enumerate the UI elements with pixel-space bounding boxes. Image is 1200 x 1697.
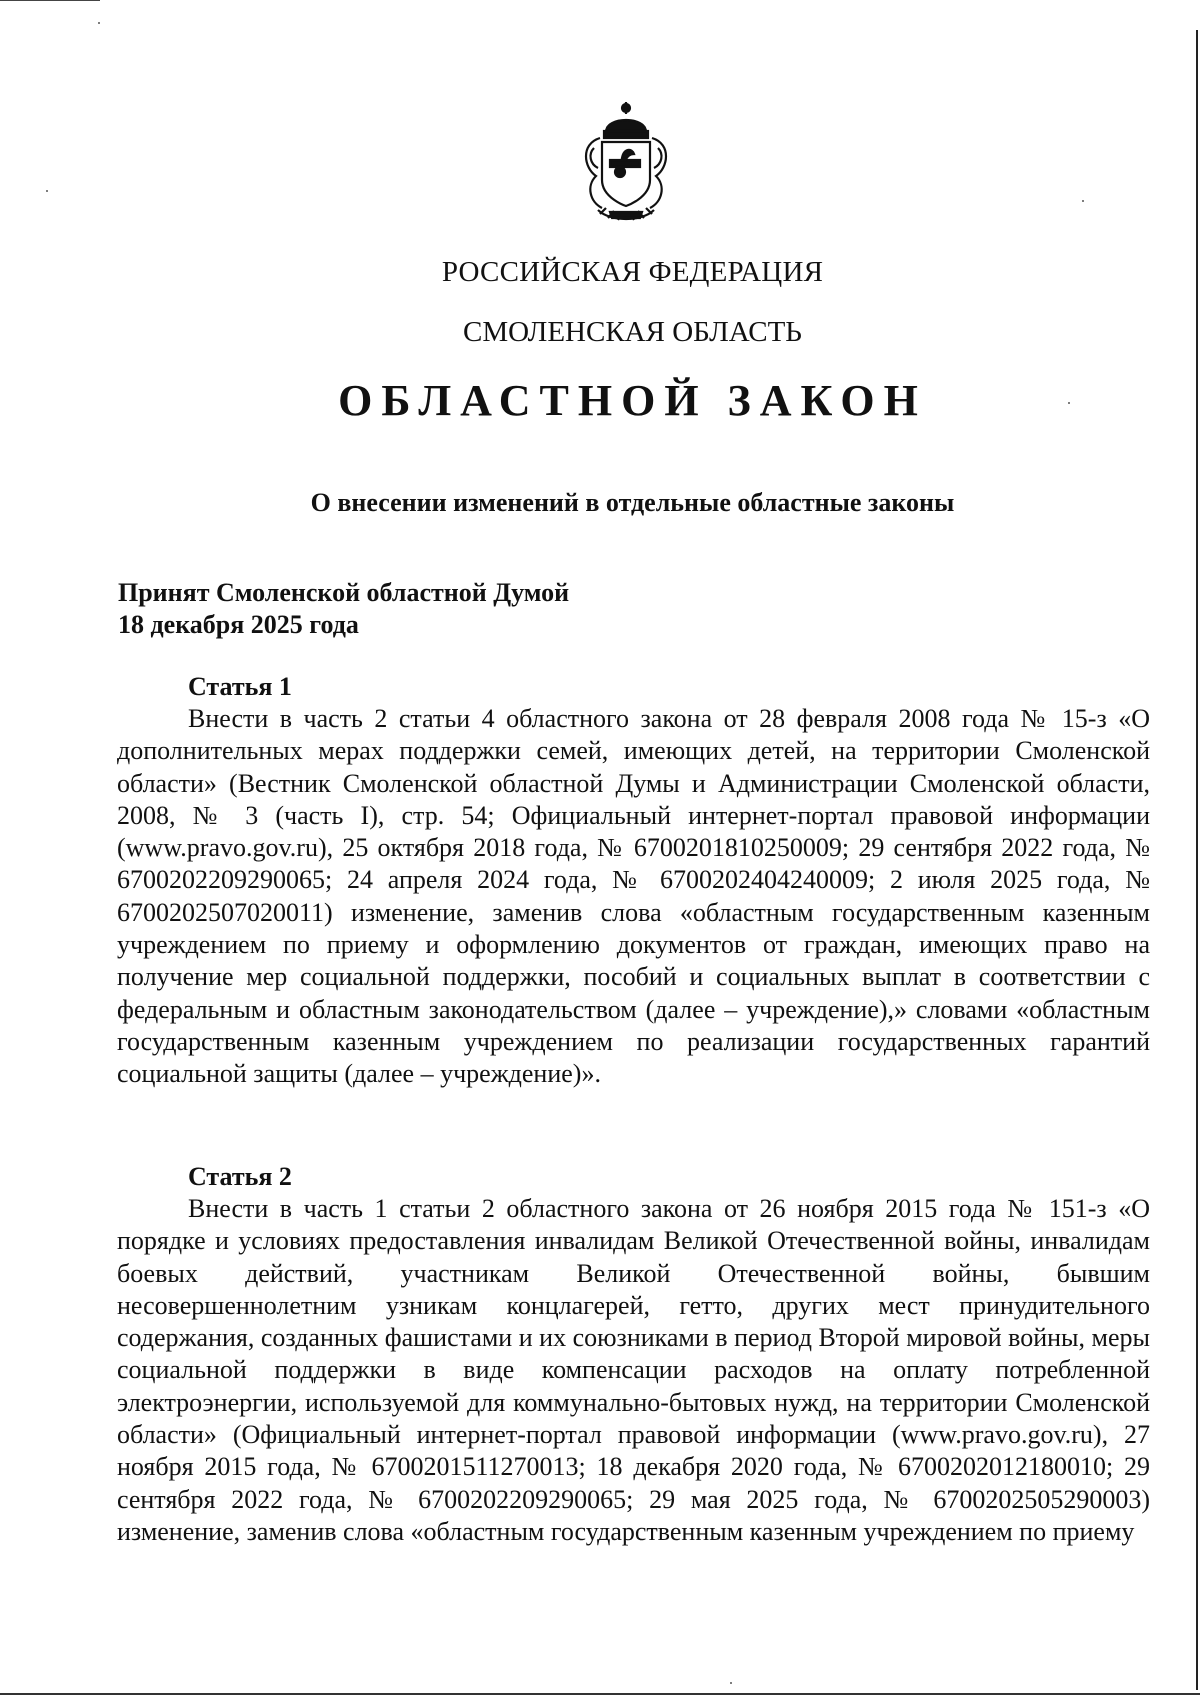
scan-speck bbox=[46, 190, 48, 192]
scan-speck bbox=[1082, 200, 1084, 202]
article-1-text: Внести в часть 2 статьи 4 областного закона от 28 февраля 2008 года № 15-з «О дополнительных мерах поддержки семей, имеющих детей, на территории Смоленской области» (Вестник Смоленской областной Думы и Администрации Смоленской области, 2008, № 3 (часть I), стр. 54; Официальный интернет-портал правовой информации (www.pravo.gov.ru), 25 октября 2018 года, № 6700201810250009; 29 сентября 2022 года, № 6700202209290065; 24 апреля 2024 года, № 6700202404240009; 2 июля 2025 года, № 6700202507020011) изменение, заменив слова «областным государственным казенным учреждением по приему и оформлению документов от граждан, имеющих право на получение мер социальной поддержки, пособий и социальных выплат в соответствии с федеральным и областным законодательством (далее – учреждение),» словами «областным государственным казенным учреждением по реализации государственных гарантий социальной защиты (далее – учреждение)». bbox=[117, 704, 1150, 1089]
adoption-info bbox=[118, 577, 569, 641]
adopted-by: Принят Смоленской областной Думой bbox=[118, 578, 570, 607]
adoption-date: 18 декабря 2025 года bbox=[118, 610, 359, 639]
article-1-title: Статья 1 bbox=[188, 672, 292, 701]
article-2-text: Внести в часть 1 статьи 2 областного закона от 26 ноября 2015 года № 151-з «О порядке и условиях предоставления инвалидам Великой Отечественной войны, инвалидам боевых действий, участникам Великой Отечественной войны, бывшим несовершеннолетним узникам концлагерей, гетто, других мест принудительного содержания, созданных фашистами и их союзниками в период Второй мировой войны, меры социальной поддержки в виде компенсации расходов на оплату потребленной электроэнергии, используемой для коммунально-бытовых нужд, на территории Смоленской области» (Официальный интернет-портал правовой информации (www.pravo.gov.ru), 27 ноября 2015 года, № 6700201511270013; 18 декабря 2020 года, № 6700202012180010; 29 сентября 2022 года, № 6700202209290065; 29 мая 2025 года, № 6700202505290003) изменение, заменив слова «областным государственным казенным учреждением по приему bbox=[117, 1194, 1150, 1546]
scan-speck bbox=[98, 22, 100, 24]
document-type-title: ОБЛАСТНОЙ ЗАКОН bbox=[338, 376, 927, 425]
law-subject-title: О внесении изменений в отдельные областные законы bbox=[310, 488, 955, 517]
scan-edge-top bbox=[0, 0, 100, 1]
region-heading: СМОЛЕНСКАЯ ОБЛАСТЬ bbox=[463, 316, 802, 348]
country-heading: РОССИЙСКАЯ ФЕДЕРАЦИЯ bbox=[441, 256, 824, 288]
article-2-title: Статья 2 bbox=[188, 1162, 292, 1191]
coat-of-arms-emblem bbox=[570, 98, 682, 230]
scan-edge-bottom bbox=[0, 1693, 1200, 1695]
scan-speck bbox=[730, 1682, 732, 1684]
